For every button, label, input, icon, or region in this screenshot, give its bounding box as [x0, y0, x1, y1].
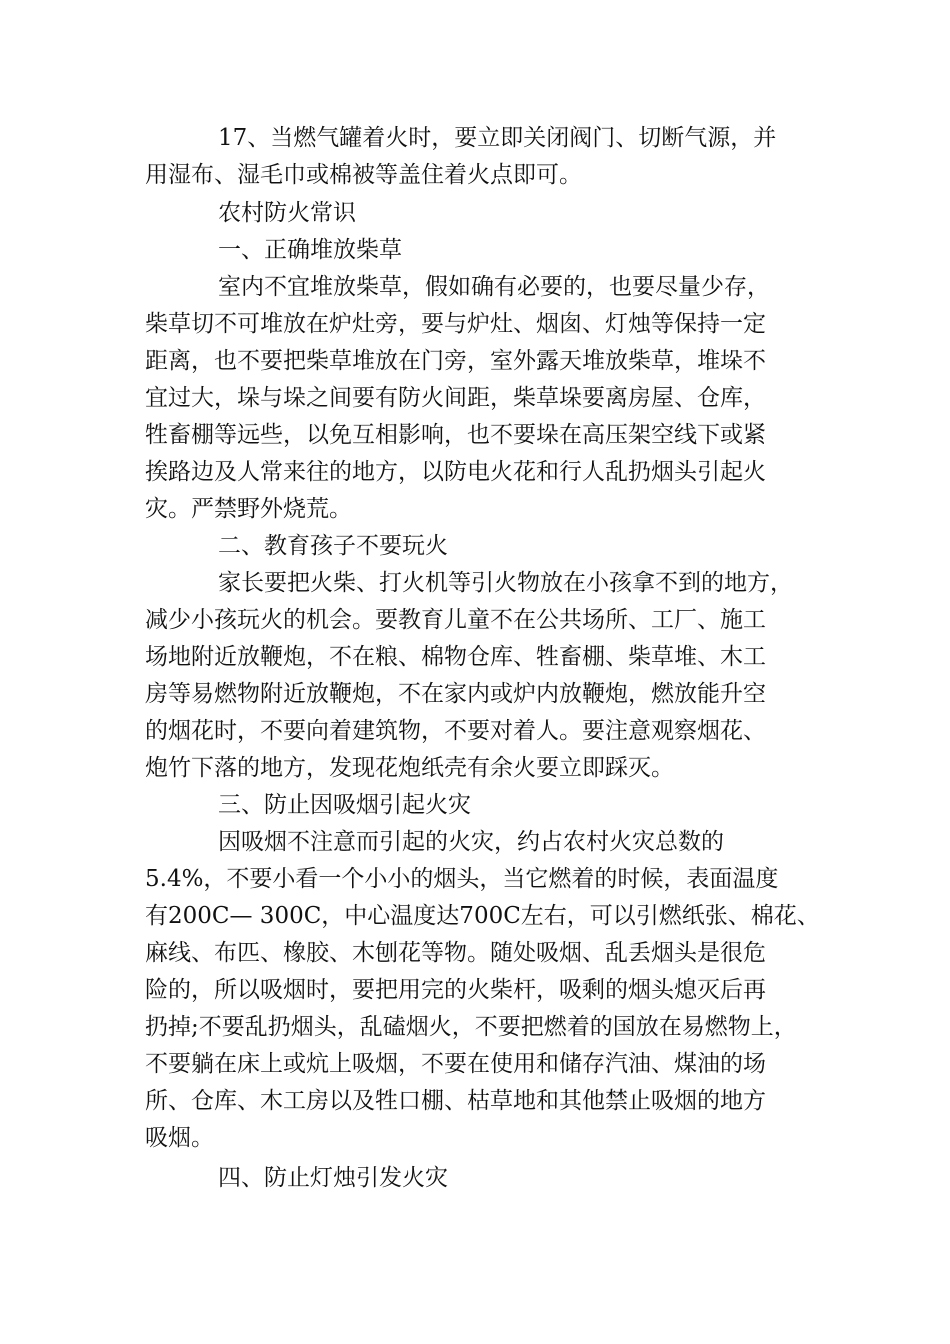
paragraph-line: 不要躺在床上或炕上吸烟，不要在使用和储存汽油、煤油的场	[145, 1051, 766, 1077]
paragraph-line: 炮竹下落的地方，发现花炮纸壳有余火要立即踩灭。	[145, 755, 674, 781]
section-heading: 四、防止灯烛引发火灾	[218, 1165, 448, 1191]
paragraph-line: 17、当燃气罐着火时，要立即关闭阀门、切断气源，并	[218, 125, 777, 151]
paragraph-line: 宜过大，垛与垛之间要有防火间距，柴草垛要离房屋、仓库，	[145, 385, 766, 411]
paragraph-line: 柴草切不可堆放在炉灶旁，要与炉灶、烟囱、灯烛等保持一定	[145, 311, 766, 337]
section-heading: 二、教育孩子不要玩火	[218, 533, 448, 559]
paragraph-line: 险的，所以吸烟时，要把用完的火柴杆，吸剩的烟头熄灭后再	[145, 977, 766, 1003]
paragraph-line: 牲畜棚等远些，以免互相影响，也不要垛在高压架空线下或紧	[145, 422, 766, 448]
paragraph-line: 减少小孩玩火的机会。要教育儿童不在公共场所、工厂、施工	[145, 607, 766, 633]
paragraph-line: 场地附近放鞭炮，不在粮、棉物仓库、牲畜棚、柴草堆、木工	[145, 644, 766, 670]
paragraph-line: 5.4%，不要小看一个小小的烟头，当它燃着的时候，表面温度	[145, 866, 779, 892]
section-heading: 一、正确堆放柴草	[218, 237, 402, 263]
paragraph-line: 麻线、布匹、橡胶、木刨花等物。随处吸烟、乱丢烟头是很危	[145, 940, 766, 966]
paragraph-line: 挨路边及人常来往的地方，以防电火花和行人乱扔烟头引起火	[145, 459, 766, 485]
paragraph-line: 扔掉;不要乱扔烟头，乱磕烟火，不要把燃着的国放在易燃物上，	[145, 1014, 797, 1040]
paragraph-line: 灾。严禁野外烧荒。	[145, 496, 352, 522]
paragraph-line: 的烟花时，不要向着建筑物，不要对着人。要注意观察烟花、	[145, 718, 766, 744]
paragraph-line: 用湿布、湿毛巾或棉被等盖住着火点即可。	[145, 162, 582, 188]
paragraph-line: 有200C— 300C，中心温度达700C左右，可以引燃纸张、棉花、	[145, 903, 820, 929]
paragraph-line: 吸烟。	[145, 1125, 214, 1151]
paragraph-line: 房等易燃物附近放鞭炮，不在家内或炉内放鞭炮，燃放能升空	[145, 681, 766, 707]
paragraph-line: 因吸烟不注意而引起的火灾，约占农村火灾总数的	[218, 829, 724, 855]
paragraph-line: 所、仓库、木工房以及牲口棚、枯草地和其他禁止吸烟的地方	[145, 1088, 766, 1114]
paragraph-line: 室内不宜堆放柴草，假如确有必要的，也要尽量少存，	[218, 274, 770, 300]
paragraph-line: 家长要把火柴、打火机等引火物放在小孩拿不到的地方，	[218, 570, 793, 596]
section-heading: 农村防火常识	[218, 200, 356, 226]
paragraph-line: 距离，也不要把柴草堆放在门旁，室外露天堆放柴草，堆垛不	[145, 348, 766, 374]
section-heading: 三、防止因吸烟引起火灾	[218, 792, 471, 818]
